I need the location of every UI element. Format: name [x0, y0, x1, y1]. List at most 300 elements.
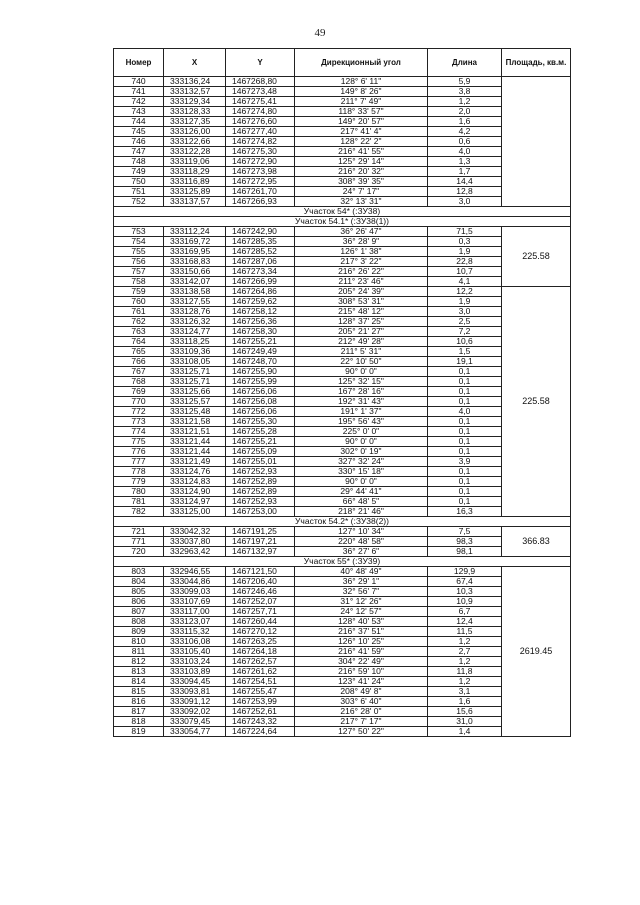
direction-angle: 218° 21' 46": [295, 507, 428, 517]
segment-length: 71,5: [428, 227, 502, 237]
section-title: Участок 54.1* (:ЗУ38(1)): [114, 217, 571, 227]
direction-angle: 125° 29' 14": [295, 157, 428, 167]
x-coord: 333116,89: [164, 177, 226, 187]
segment-length: 12,4: [428, 617, 502, 627]
x-coord: 333126,32: [164, 317, 226, 327]
x-coord: 333168,83: [164, 257, 226, 267]
y-coord: 1467264,18: [226, 647, 295, 657]
point-number: 771: [114, 537, 164, 547]
direction-angle: 24° 12' 57": [295, 607, 428, 617]
y-coord: 1467254,51: [226, 677, 295, 687]
table-row: [114, 287, 571, 297]
y-coord: 1467272,95: [226, 177, 295, 187]
segment-length: 1,2: [428, 677, 502, 687]
y-coord: 1467255,21: [226, 337, 295, 347]
x-coord: 333106,08: [164, 637, 226, 647]
x-coord: 332963,42: [164, 547, 226, 557]
x-coord: 333125,71: [164, 367, 226, 377]
x-coord: 333094,45: [164, 677, 226, 687]
direction-angle: 128° 40' 53": [295, 617, 428, 627]
direction-angle: 308° 39' 35": [295, 177, 428, 187]
point-number: 755: [114, 247, 164, 257]
y-coord: 1467242,90: [226, 227, 295, 237]
x-coord: 333103,24: [164, 657, 226, 667]
x-coord: 333124,77: [164, 327, 226, 337]
x-coord: 333142,07: [164, 277, 226, 287]
x-coord: 333109,36: [164, 347, 226, 357]
point-number: 741: [114, 87, 164, 97]
segment-length: 98,3: [428, 537, 502, 547]
y-coord: 1467274,82: [226, 137, 295, 147]
y-coord: 1467277,40: [226, 127, 295, 137]
header-length: Длина: [428, 49, 502, 77]
x-coord: 333124,97: [164, 497, 226, 507]
point-number: 743: [114, 107, 164, 117]
x-coord: 333108,05: [164, 357, 226, 367]
y-coord: 1467252,89: [226, 477, 295, 487]
point-number: 816: [114, 697, 164, 707]
segment-length: 4,1: [428, 277, 502, 287]
segment-length: 1,6: [428, 117, 502, 127]
x-coord: 333118,29: [164, 167, 226, 177]
point-number: 812: [114, 657, 164, 667]
x-coord: 333121,44: [164, 437, 226, 447]
direction-angle: 216° 59' 10": [295, 667, 428, 677]
point-number: 763: [114, 327, 164, 337]
direction-angle: 32° 13' 31": [295, 197, 428, 207]
point-number: 776: [114, 447, 164, 457]
point-number: 814: [114, 677, 164, 687]
point-number: 778: [114, 467, 164, 477]
x-coord: 333124,83: [164, 477, 226, 487]
segment-length: 6,7: [428, 607, 502, 617]
y-coord: 1467255,09: [226, 447, 295, 457]
section-title-row: [114, 557, 571, 567]
direction-angle: 220° 48' 58": [295, 537, 428, 547]
y-coord: 1467256,06: [226, 407, 295, 417]
point-number: 747: [114, 147, 164, 157]
point-number: 750: [114, 177, 164, 187]
direction-angle: 126° 1' 38": [295, 247, 428, 257]
header-x: X: [164, 49, 226, 77]
direction-angle: 127° 10' 34": [295, 527, 428, 537]
y-coord: 1467255,47: [226, 687, 295, 697]
segment-length: 1,4: [428, 727, 502, 737]
y-coord: 1467258,30: [226, 327, 295, 337]
y-coord: 1467263,25: [226, 637, 295, 647]
direction-angle: 127° 50' 22": [295, 727, 428, 737]
direction-angle: 31° 12' 26": [295, 597, 428, 607]
y-coord: 1467266,93: [226, 197, 295, 207]
x-coord: 333123,07: [164, 617, 226, 627]
x-coord: 333054,77: [164, 727, 226, 737]
y-coord: 1467257,71: [226, 607, 295, 617]
segment-length: 0,1: [428, 367, 502, 377]
direction-angle: 216° 26' 22": [295, 267, 428, 277]
segment-length: 4,0: [428, 147, 502, 157]
x-coord: 333118,25: [164, 337, 226, 347]
segment-length: 16,3: [428, 507, 502, 517]
point-number: 781: [114, 497, 164, 507]
segment-length: 7,5: [428, 527, 502, 537]
point-number: 805: [114, 587, 164, 597]
x-coord: 333121,51: [164, 427, 226, 437]
segment-length: 0,1: [428, 477, 502, 487]
direction-angle: 36° 29' 1": [295, 577, 428, 587]
segment-length: 11,5: [428, 627, 502, 637]
y-coord: 1467259,62: [226, 297, 295, 307]
segment-length: 1,2: [428, 657, 502, 667]
direction-angle: 149° 20' 57": [295, 117, 428, 127]
x-coord: 333092,02: [164, 707, 226, 717]
area-cell: 225.58: [502, 287, 571, 517]
x-coord: 333107,69: [164, 597, 226, 607]
x-coord: 333126,00: [164, 127, 226, 137]
segment-length: 67,4: [428, 577, 502, 587]
point-number: 762: [114, 317, 164, 327]
point-number: 818: [114, 717, 164, 727]
segment-length: 0,3: [428, 237, 502, 247]
direction-angle: 128° 6' 11": [295, 77, 428, 87]
y-coord: 1467272,90: [226, 157, 295, 167]
direction-angle: 128° 37' 25": [295, 317, 428, 327]
direction-angle: 22° 10' 50": [295, 357, 428, 367]
point-number: 746: [114, 137, 164, 147]
direction-angle: 32° 56' 7": [295, 587, 428, 597]
segment-length: 1,2: [428, 637, 502, 647]
direction-angle: 208° 49' 8": [295, 687, 428, 697]
point-number: 815: [114, 687, 164, 697]
y-coord: 1467273,98: [226, 167, 295, 177]
y-coord: 1467276,60: [226, 117, 295, 127]
y-coord: 1467246,46: [226, 587, 295, 597]
y-coord: 1467261,70: [226, 187, 295, 197]
segment-length: 2,5: [428, 317, 502, 327]
x-coord: 333125,57: [164, 397, 226, 407]
x-coord: 333044,86: [164, 577, 226, 587]
section-title: Участок 54* (:ЗУ38): [114, 207, 571, 217]
point-number: 777: [114, 457, 164, 467]
y-coord: 1467253,99: [226, 697, 295, 707]
direction-angle: 192° 31' 43": [295, 397, 428, 407]
segment-length: 98,1: [428, 547, 502, 557]
direction-angle: 225° 0' 0": [295, 427, 428, 437]
x-coord: 333112,24: [164, 227, 226, 237]
y-coord: 1467252,07: [226, 597, 295, 607]
y-coord: 1467224,64: [226, 727, 295, 737]
segment-length: 5,9: [428, 77, 502, 87]
segment-length: 1,2: [428, 97, 502, 107]
x-coord: 333138,58: [164, 287, 226, 297]
point-number: 720: [114, 547, 164, 557]
x-coord: 333125,89: [164, 187, 226, 197]
point-number: 774: [114, 427, 164, 437]
segment-length: 3,9: [428, 457, 502, 467]
x-coord: 333125,48: [164, 407, 226, 417]
segment-length: 0,1: [428, 437, 502, 447]
direction-angle: 123° 41' 24": [295, 677, 428, 687]
y-coord: 1467243,32: [226, 717, 295, 727]
y-coord: 1467285,52: [226, 247, 295, 257]
segment-length: 11,8: [428, 667, 502, 677]
direction-angle: 118° 33' 57": [295, 107, 428, 117]
area-cell: [502, 77, 571, 207]
y-coord: 1467287,06: [226, 257, 295, 267]
point-number: 770: [114, 397, 164, 407]
header-angle: Дирекционный угол: [295, 49, 428, 77]
y-coord: 1467252,93: [226, 467, 295, 477]
x-coord: 333079,45: [164, 717, 226, 727]
point-number: 807: [114, 607, 164, 617]
x-coord: 333127,35: [164, 117, 226, 127]
segment-length: 7,2: [428, 327, 502, 337]
direction-angle: 308° 53' 31": [295, 297, 428, 307]
segment-length: 0,1: [428, 427, 502, 437]
point-number: 744: [114, 117, 164, 127]
y-coord: 1467255,30: [226, 417, 295, 427]
y-coord: 1467253,00: [226, 507, 295, 517]
table-row: [114, 567, 571, 577]
x-coord: 333115,32: [164, 627, 226, 637]
y-coord: 1467264,86: [226, 287, 295, 297]
segment-length: 31,0: [428, 717, 502, 727]
area-cell: 225.58: [502, 227, 571, 287]
x-coord: 333169,72: [164, 237, 226, 247]
y-coord: 1467252,93: [226, 497, 295, 507]
point-number: 775: [114, 437, 164, 447]
point-number: 809: [114, 627, 164, 637]
header-area: Площадь, кв.м.: [502, 49, 571, 77]
point-number: 806: [114, 597, 164, 607]
point-number: 758: [114, 277, 164, 287]
point-number: 761: [114, 307, 164, 317]
segment-length: 4,0: [428, 407, 502, 417]
x-coord: 333150,66: [164, 267, 226, 277]
point-number: 751: [114, 187, 164, 197]
segment-length: 10,9: [428, 597, 502, 607]
y-coord: 1467252,89: [226, 487, 295, 497]
x-coord: 333121,58: [164, 417, 226, 427]
direction-angle: 216° 41' 59": [295, 647, 428, 657]
y-coord: 1467248,70: [226, 357, 295, 367]
point-number: 759: [114, 287, 164, 297]
y-coord: 1467121,50: [226, 567, 295, 577]
segment-length: 14,4: [428, 177, 502, 187]
direction-angle: 212° 49' 28": [295, 337, 428, 347]
segment-length: 1,5: [428, 347, 502, 357]
direction-angle: 216° 20' 32": [295, 167, 428, 177]
direction-angle: 205° 21' 27": [295, 327, 428, 337]
table-row: [114, 227, 571, 237]
point-number: 766: [114, 357, 164, 367]
point-number: 764: [114, 337, 164, 347]
y-coord: 1467252,61: [226, 707, 295, 717]
y-coord: 1467249,49: [226, 347, 295, 357]
x-coord: 333042,32: [164, 527, 226, 537]
point-number: 767: [114, 367, 164, 377]
point-number: 745: [114, 127, 164, 137]
direction-angle: 128° 22' 2": [295, 137, 428, 147]
direction-angle: 90° 0' 0": [295, 477, 428, 487]
point-number: 769: [114, 387, 164, 397]
segment-length: 0,1: [428, 447, 502, 457]
y-coord: 1467255,90: [226, 367, 295, 377]
point-number: 752: [114, 197, 164, 207]
point-number: 742: [114, 97, 164, 107]
point-number: 772: [114, 407, 164, 417]
x-coord: 333137,57: [164, 197, 226, 207]
x-coord: 333119,06: [164, 157, 226, 167]
area-cell: 2619.45: [502, 567, 571, 737]
point-number: 780: [114, 487, 164, 497]
y-coord: 1467256,06: [226, 387, 295, 397]
y-coord: 1467206,40: [226, 577, 295, 587]
point-number: 817: [114, 707, 164, 717]
segment-length: 22,8: [428, 257, 502, 267]
x-coord: 333124,76: [164, 467, 226, 477]
segment-length: 2,0: [428, 107, 502, 117]
table-row: [114, 77, 571, 87]
direction-angle: 29° 44' 41": [295, 487, 428, 497]
segment-length: 1,6: [428, 697, 502, 707]
direction-angle: 205° 24' 39": [295, 287, 428, 297]
segment-length: 2,7: [428, 647, 502, 657]
point-number: 811: [114, 647, 164, 657]
direction-angle: 216° 41' 55": [295, 147, 428, 157]
segment-length: 129,9: [428, 567, 502, 577]
y-coord: 1467273,48: [226, 87, 295, 97]
y-coord: 1467132,97: [226, 547, 295, 557]
direction-angle: 90° 0' 0": [295, 437, 428, 447]
x-coord: 333093,81: [164, 687, 226, 697]
x-coord: 333169,95: [164, 247, 226, 257]
segment-length: 0,6: [428, 137, 502, 147]
y-coord: 1467256,36: [226, 317, 295, 327]
y-coord: 1467273,34: [226, 267, 295, 277]
direction-angle: 36° 26' 47": [295, 227, 428, 237]
segment-length: 3,1: [428, 687, 502, 697]
y-coord: 1467191,25: [226, 527, 295, 537]
direction-angle: 126° 10' 25": [295, 637, 428, 647]
segment-length: 3,0: [428, 197, 502, 207]
direction-angle: 217° 41' 4": [295, 127, 428, 137]
y-coord: 1467255,28: [226, 427, 295, 437]
x-coord: 333121,49: [164, 457, 226, 467]
area-cell: 366.83: [502, 527, 571, 557]
x-coord: 333128,33: [164, 107, 226, 117]
x-coord: 333128,76: [164, 307, 226, 317]
point-number: 779: [114, 477, 164, 487]
y-coord: 1467270,12: [226, 627, 295, 637]
segment-length: 12,8: [428, 187, 502, 197]
direction-angle: 327° 32' 24": [295, 457, 428, 467]
header-row: [114, 49, 571, 77]
y-coord: 1467268,80: [226, 77, 295, 87]
point-number: 748: [114, 157, 164, 167]
x-coord: 333121,44: [164, 447, 226, 457]
x-coord: 333122,66: [164, 137, 226, 147]
point-number: 813: [114, 667, 164, 677]
point-number: 740: [114, 77, 164, 87]
section-title-row: [114, 217, 571, 227]
table-body: [114, 77, 571, 737]
y-coord: 1467285,35: [226, 237, 295, 247]
segment-length: 10,3: [428, 587, 502, 597]
point-number: 765: [114, 347, 164, 357]
point-number: 810: [114, 637, 164, 647]
x-coord: 333122,28: [164, 147, 226, 157]
point-number: 749: [114, 167, 164, 177]
point-number: 754: [114, 237, 164, 247]
page-number: 49: [314, 27, 326, 39]
direction-angle: 303° 6' 40": [295, 697, 428, 707]
x-coord: 333117,00: [164, 607, 226, 617]
direction-angle: 149° 8' 26": [295, 87, 428, 97]
segment-length: 0,1: [428, 467, 502, 477]
point-number: 760: [114, 297, 164, 307]
direction-angle: 215° 48' 12": [295, 307, 428, 317]
y-coord: 1467275,30: [226, 147, 295, 157]
segment-length: 0,1: [428, 397, 502, 407]
x-coord: 333103,89: [164, 667, 226, 677]
point-number: 819: [114, 727, 164, 737]
segment-length: 19,1: [428, 357, 502, 367]
direction-angle: 195° 56' 43": [295, 417, 428, 427]
segment-length: 1,3: [428, 157, 502, 167]
y-coord: 1467261,62: [226, 667, 295, 677]
y-coord: 1467255,99: [226, 377, 295, 387]
table-row: [114, 527, 571, 537]
segment-length: 1,7: [428, 167, 502, 177]
coordinates-table: [113, 48, 571, 737]
direction-angle: 211° 23' 46": [295, 277, 428, 287]
y-coord: 1467197,21: [226, 537, 295, 547]
segment-length: 3,8: [428, 87, 502, 97]
direction-angle: 302° 0' 19": [295, 447, 428, 457]
direction-angle: 217° 3' 22": [295, 257, 428, 267]
point-number: 756: [114, 257, 164, 267]
direction-angle: 66° 48' 5": [295, 497, 428, 507]
segment-length: 15,6: [428, 707, 502, 717]
point-number: 773: [114, 417, 164, 427]
x-coord: 333125,71: [164, 377, 226, 387]
x-coord: 333129,34: [164, 97, 226, 107]
header-y: Y: [226, 49, 295, 77]
direction-angle: 211° 5' 31": [295, 347, 428, 357]
direction-angle: 216° 37' 51": [295, 627, 428, 637]
direction-angle: 125° 32' 15": [295, 377, 428, 387]
x-coord: 333099,03: [164, 587, 226, 597]
y-coord: 1467258,12: [226, 307, 295, 317]
direction-angle: 40° 48' 49": [295, 567, 428, 577]
y-coord: 1467260,44: [226, 617, 295, 627]
y-coord: 1467275,41: [226, 97, 295, 107]
point-number: 721: [114, 527, 164, 537]
x-coord: 333136,24: [164, 77, 226, 87]
x-coord: 333125,66: [164, 387, 226, 397]
segment-length: 3,0: [428, 307, 502, 317]
point-number: 782: [114, 507, 164, 517]
direction-angle: 167° 28' 16": [295, 387, 428, 397]
point-number: 808: [114, 617, 164, 627]
direction-angle: 330° 15' 18": [295, 467, 428, 477]
x-coord: 333132,57: [164, 87, 226, 97]
y-coord: 1467262,57: [226, 657, 295, 667]
point-number: 804: [114, 577, 164, 587]
header-num: Номер: [114, 49, 164, 77]
x-coord: 333105,40: [164, 647, 226, 657]
segment-length: 1,9: [428, 297, 502, 307]
